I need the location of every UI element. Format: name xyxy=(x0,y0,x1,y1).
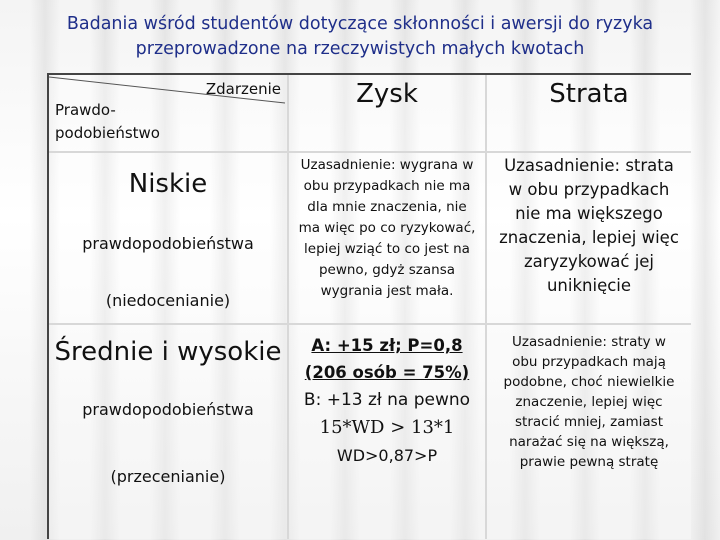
text-line: pewno, gdyż szansa xyxy=(318,262,456,278)
row-label-note: (niedocenianie) xyxy=(105,291,231,310)
text-line: podobne, choć niewielkie xyxy=(503,374,675,390)
cell-low-loss xyxy=(487,154,691,298)
option-a-line-2: (206 osób = 75%) xyxy=(304,363,470,382)
option-a-line-1: A: +15 zł; P=0,8 xyxy=(311,336,463,355)
cell-high-loss xyxy=(487,332,691,472)
text-line: wygrania jest mała. xyxy=(320,283,454,299)
column-header-loss: Strata xyxy=(549,79,629,109)
text-line: Uzasadnienie: wygrana w xyxy=(300,157,474,173)
text-line: obu przypadkach mają xyxy=(512,354,666,370)
row-label-main: Niskie xyxy=(128,169,208,199)
row-label-note: (przecenianie) xyxy=(110,467,226,486)
text-line: ma więc po co ryzykować, xyxy=(298,220,476,236)
corner-prob-line-2: podobieństwo xyxy=(55,124,160,142)
row-label-sub: prawdopodobieństwa xyxy=(82,234,254,253)
option-b-line-2: 15*WD > 13*1 xyxy=(319,417,455,438)
text-line: zaryzykować jej xyxy=(523,252,655,271)
text-line: narażać się na większą, xyxy=(509,434,669,450)
text-line: uniknięcie xyxy=(546,276,632,295)
option-b-line-3: WD>0,87>P xyxy=(336,446,438,465)
text-line: znaczenia, lepiej więc xyxy=(499,228,679,247)
text-line: w obu przypadkach xyxy=(508,180,670,199)
row-label-high xyxy=(49,325,287,539)
cell-low-gain xyxy=(289,155,485,302)
column-header-gain: Zysk xyxy=(356,79,418,109)
option-b-line-1: B: +13 zł na pewno xyxy=(303,390,471,410)
corner-prob-line-1: Prawdo- xyxy=(55,101,116,119)
comparison-table xyxy=(47,73,691,539)
text-line: dla mnie znaczenia, nie xyxy=(307,199,467,215)
text-line: znaczenie, lepiej więc xyxy=(515,394,663,410)
corner-header-cell xyxy=(49,75,287,151)
title-line-2: przeprowadzone na rzeczywistych małych kwotach xyxy=(135,39,585,59)
column-divider-1 xyxy=(287,75,289,539)
text-line: Uzasadnienie: strata xyxy=(504,156,674,175)
title-line-1: Badania wśród studentów dotyczące skłonności i awersji do ryzyka xyxy=(66,14,654,34)
text-line: prawie pewną stratę xyxy=(519,454,659,470)
corner-event-label: Zdarzenie xyxy=(205,80,281,98)
text-line: obu przypadkach nie ma xyxy=(303,178,471,194)
text-line: Uzasadnienie: straty w xyxy=(512,334,666,350)
corner-probability-label xyxy=(55,99,160,145)
row-label-main: Średnie i wysokie xyxy=(54,337,282,367)
row-label-low xyxy=(49,153,287,323)
text-line: lepiej wziąć to co jest na xyxy=(304,241,470,257)
text-line: nie ma większego xyxy=(515,204,663,223)
row-label-sub: prawdopodobieństwa xyxy=(82,400,254,419)
slide-title xyxy=(0,12,720,62)
text-line: stracić mniej, zamiast xyxy=(515,414,663,430)
cell-high-gain xyxy=(289,333,485,469)
